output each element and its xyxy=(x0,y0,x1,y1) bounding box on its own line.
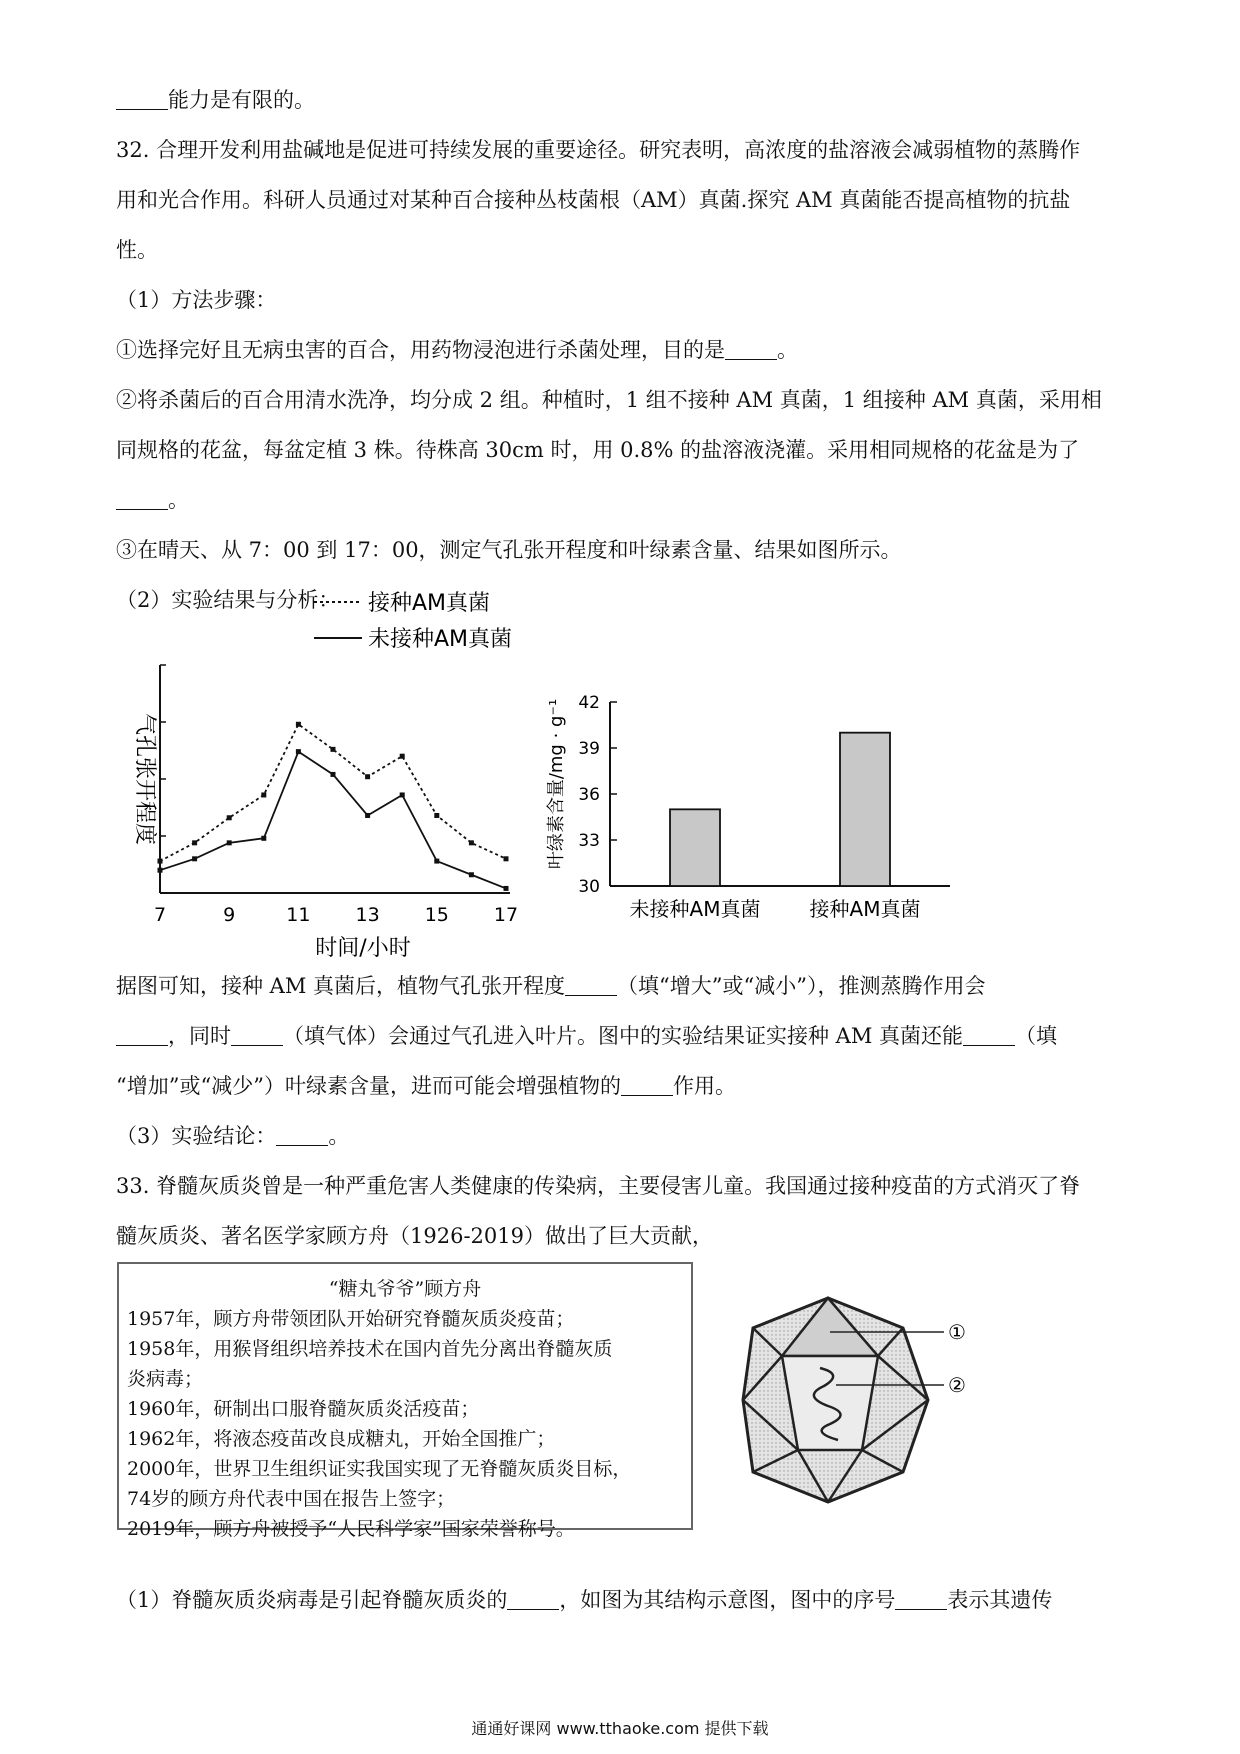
analysis-line: “增加”或“减少”）叶绿素含量，进而可能会增强植物的 作用。 xyxy=(116,1074,736,1098)
biography-line: 74岁的顾方舟代表中国在报告上签字； xyxy=(127,1488,456,1510)
text-line: 能力是有限的。 xyxy=(116,86,315,114)
answer-blank[interactable] xyxy=(116,1025,168,1046)
virus-structure-diagram xyxy=(740,1290,1000,1510)
legend-label: 接种AM真菌 xyxy=(368,591,491,616)
data-point xyxy=(261,792,266,797)
x-tick-label: 13 xyxy=(355,904,380,926)
x-tick-label: 7 xyxy=(153,904,167,926)
answer-blank[interactable] xyxy=(507,1589,559,1610)
step-2: 。 xyxy=(116,486,189,514)
data-point xyxy=(469,840,474,845)
category-label: 接种AM真菌 xyxy=(809,897,921,921)
biography-line: 炎病毒； xyxy=(127,1368,204,1390)
biography-line: 2019年，顾方舟被授予“人民科学家”国家荣誉称号。 xyxy=(127,1518,575,1540)
data-point xyxy=(331,747,336,752)
data-point xyxy=(365,774,370,779)
biography-title: “糖丸爷爷”顾方舟 xyxy=(328,1278,482,1300)
answer-blank[interactable] xyxy=(621,1075,673,1096)
answer-blank[interactable] xyxy=(963,1025,1015,1046)
question-33-text: 髓灰质炎、著名医学家顾方舟（1926-2019）做出了巨大贡献， xyxy=(116,1224,713,1248)
step-1: ①选择完好且无病虫害的百合，用药物浸泡进行杀菌处理，目的是 。 xyxy=(116,338,798,362)
data-point xyxy=(296,749,301,754)
question-33-text: 33. 脊髓灰质炎曾是一种严重危害人类健康的传染病，主要侵害儿童。我国通过接种疫苗的方式消灭了脊 xyxy=(116,1174,1081,1198)
virus-facet xyxy=(782,1356,878,1450)
answer-blank[interactable] xyxy=(276,1125,328,1146)
question-32-text: 用和光合作用。科研人员通过对某种百合接种丛枝菌根（AM）真菌.探究 AM 真菌能否提高植物的抗盐 xyxy=(116,188,1071,212)
answer-blank[interactable] xyxy=(725,339,777,360)
series-line-1 xyxy=(160,724,506,861)
y-axis-label: 气孔张开程度 xyxy=(132,712,157,846)
data-point xyxy=(192,856,197,861)
analysis-line: 据图可知，接种 AM 真菌后，植物气孔张开程度 （填“增大”或“减小”），推测蒸腾作用会 xyxy=(116,974,986,998)
data-point xyxy=(158,859,163,864)
data-point xyxy=(227,840,232,845)
question-32-text: 性。 xyxy=(116,238,158,262)
bar xyxy=(840,733,890,886)
answer-blank[interactable] xyxy=(895,1589,947,1610)
y-tick-label: 30 xyxy=(578,877,600,897)
bar xyxy=(670,809,720,886)
y-tick-label: 39 xyxy=(578,739,600,759)
biography-line: 1958年，用猴肾组织培养技术在国内首先分离出脊髓灰质 xyxy=(127,1338,613,1360)
biography-line: 2000年，世界卫生组织证实我国实现了无脊髓灰质炎目标， xyxy=(127,1458,632,1480)
data-point xyxy=(227,815,232,820)
label-1: ① xyxy=(948,1320,966,1344)
data-point xyxy=(434,859,439,864)
y-tick-label: 33 xyxy=(578,831,600,851)
data-point xyxy=(331,772,336,777)
data-point xyxy=(158,868,163,873)
x-axis-label: 时间/小时 xyxy=(315,936,411,961)
data-point xyxy=(504,856,509,861)
x-tick-label: 15 xyxy=(424,904,449,926)
y-axis-label: 叶绿素含量/mg · g⁻¹ xyxy=(546,698,567,870)
x-tick-label: 11 xyxy=(286,904,311,926)
section-heading: （1）方法步骤： xyxy=(116,288,277,312)
biography-box xyxy=(117,1262,693,1540)
data-point xyxy=(504,886,509,891)
question-33-1: （1）脊髓灰质炎病毒是引起脊髓灰质炎的 ，如图为其结构示意图，图中的序号 表示其遗传 xyxy=(116,1588,1053,1612)
data-point xyxy=(469,872,474,877)
category-label: 未接种AM真菌 xyxy=(629,897,761,921)
y-tick-label: 36 xyxy=(578,785,600,805)
data-point xyxy=(400,754,405,759)
line-chart-legend xyxy=(310,580,550,656)
step-3: ③在晴天、从 7：00 到 17：00，测定气孔张开程度和叶绿素含量、结果如图所示。 xyxy=(116,538,902,562)
step-2: ②将杀菌后的百合用清水洗净，均分成 2 组。种植时，1 组不接种 AM 真菌，1 组接种 AM 真菌，采用相 xyxy=(116,388,1102,412)
data-point xyxy=(192,840,197,845)
data-point xyxy=(261,836,266,841)
stomata-line-chart xyxy=(120,655,530,961)
data-point xyxy=(296,722,301,727)
biography-line: 1960年，研制出口服脊髓灰质炎活疫苗； xyxy=(127,1398,480,1420)
x-tick-label: 17 xyxy=(493,904,519,926)
biography-line: 1962年，将液态疫苗改良成糖丸，开始全国推广； xyxy=(127,1428,556,1450)
x-tick-label: 9 xyxy=(223,904,236,926)
legend-label: 未接种AM真菌 xyxy=(368,627,513,652)
answer-blank[interactable] xyxy=(231,1025,283,1046)
label-2: ② xyxy=(948,1373,966,1397)
chlorophyll-bar-chart xyxy=(546,690,970,945)
answer-blank[interactable] xyxy=(116,89,168,110)
analysis-line: ，同时 （填气体）会通过气孔进入叶片。图中的实验结果证实接种 AM 真菌还能 （填 xyxy=(116,1022,1057,1050)
step-2: 同规格的花盆，每盆定植 3 株。待株高 30cm 时，用 0.8% 的盐溶液浇灌。采用相同规格的花盆是为了 xyxy=(116,438,1080,462)
page-footer: 通通好课网 www.tthaoke.com 提供下载 xyxy=(471,1719,769,1738)
conclusion-line: （3）实验结论： 。 xyxy=(116,1124,350,1148)
biography-line: 1957年，顾方舟带领团队开始研究脊髓灰质炎疫苗； xyxy=(127,1308,575,1330)
data-point xyxy=(434,813,439,818)
answer-blank[interactable] xyxy=(116,489,168,510)
answer-blank[interactable] xyxy=(565,975,617,996)
data-point xyxy=(400,792,405,797)
y-tick-label: 42 xyxy=(578,693,600,713)
data-point xyxy=(365,813,370,818)
question-32-text: 32. 合理开发利用盐碱地是促进可持续发展的重要途径。研究表明，高浓度的盐溶液会减弱植物的蒸腾作 xyxy=(116,138,1081,162)
section-heading: （2）实验结果与分析： xyxy=(116,588,340,612)
